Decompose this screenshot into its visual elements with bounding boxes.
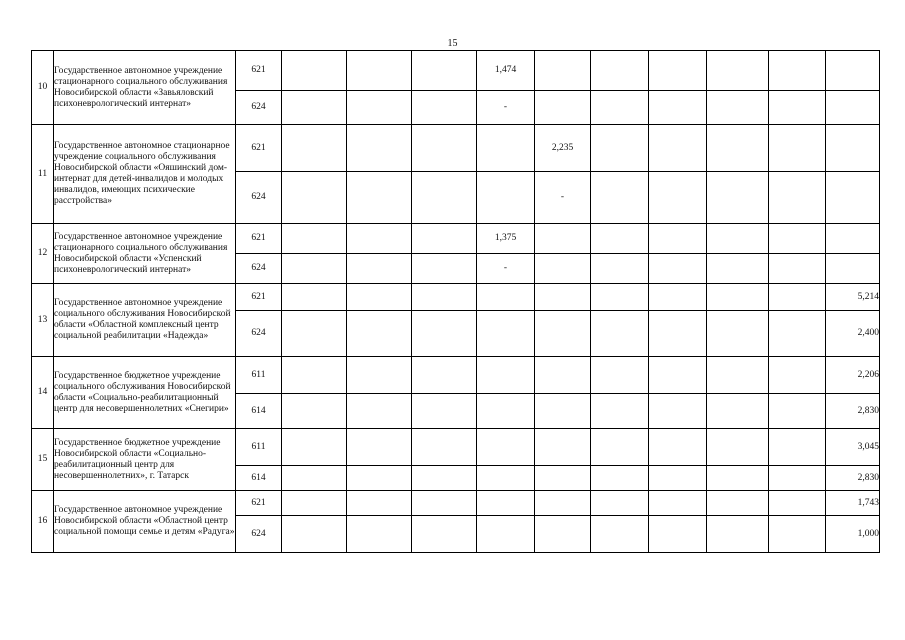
row-number-cell: 11 (32, 125, 54, 224)
empty-cell (707, 466, 769, 491)
institution-name-cell: Государственное автономное стационарное учреждение социального обслуживания Новосибирской области «Ояшинский дом-интернат для детей-инвалидов и молодых инвалидов, имеющих психические расстройства» (54, 125, 236, 224)
value-cell: 1,000 (826, 516, 880, 553)
empty-cell (412, 51, 477, 91)
value-cell: 2,206 (826, 357, 880, 394)
empty-cell (591, 466, 649, 491)
empty-cell (282, 91, 347, 125)
empty-cell (591, 429, 649, 466)
value-cell (535, 357, 591, 394)
empty-cell (707, 51, 769, 91)
empty-cell (649, 357, 707, 394)
value-cell (535, 91, 591, 125)
empty-cell (282, 224, 347, 254)
page-number: 15 (447, 38, 458, 49)
institution-name-cell: Государственное бюджетное учреждение Новосибирской области «Социально-реабилитационный центр для несовершеннолетних», г. Татарск (54, 429, 236, 491)
empty-cell (282, 172, 347, 224)
empty-cell (649, 429, 707, 466)
value-cell: 1,474 (477, 51, 535, 91)
institution-name-cell: Государственное автономное учреждение Новосибирской области «Областной центр социальной помощи семье и детям «Радуга» (54, 491, 236, 553)
code-cell: 621 (236, 491, 282, 516)
value-cell (826, 125, 880, 172)
row-number-cell: 12 (32, 224, 54, 284)
code-cell: 624 (236, 311, 282, 357)
empty-cell (282, 394, 347, 429)
empty-cell (769, 284, 826, 311)
value-cell (535, 429, 591, 466)
value-cell: - (535, 172, 591, 224)
budget-table (31, 50, 880, 553)
empty-cell (347, 429, 412, 466)
empty-cell (282, 516, 347, 553)
value-cell (477, 125, 535, 172)
empty-cell (769, 51, 826, 91)
row-number-cell: 10 (32, 51, 54, 125)
empty-cell (769, 91, 826, 125)
code-cell: 624 (236, 254, 282, 284)
empty-cell (591, 224, 649, 254)
empty-cell (707, 491, 769, 516)
value-cell (477, 357, 535, 394)
empty-cell (282, 429, 347, 466)
table-row (32, 357, 880, 394)
empty-cell (591, 125, 649, 172)
empty-cell (282, 357, 347, 394)
empty-cell (347, 394, 412, 429)
empty-cell (412, 516, 477, 553)
empty-cell (412, 394, 477, 429)
empty-cell (591, 284, 649, 311)
institution-name-cell: Государственное бюджетное учреждение социального обслуживания Новосибирской области «Социально-реабилитационный центр для несовершеннолетних «Снегири» (54, 357, 236, 429)
empty-cell (412, 125, 477, 172)
empty-cell (649, 491, 707, 516)
empty-cell (347, 357, 412, 394)
empty-cell (412, 224, 477, 254)
empty-cell (412, 429, 477, 466)
empty-cell (649, 516, 707, 553)
empty-cell (769, 311, 826, 357)
value-cell (477, 491, 535, 516)
value-cell (535, 311, 591, 357)
value-cell (535, 491, 591, 516)
empty-cell (347, 284, 412, 311)
value-cell (477, 172, 535, 224)
code-cell: 611 (236, 429, 282, 466)
empty-cell (347, 51, 412, 91)
row-number-cell: 13 (32, 284, 54, 357)
institution-name-cell: Государственное автономное учреждение стационарного социального обслуживания Новосибирской области «Завьяловский психоневрологический интернат» (54, 51, 236, 125)
table-row (32, 284, 880, 311)
table-row (32, 51, 880, 91)
value-cell (477, 394, 535, 429)
empty-cell (769, 172, 826, 224)
value-cell (535, 284, 591, 311)
value-cell (826, 224, 880, 254)
empty-cell (591, 91, 649, 125)
value-cell (477, 429, 535, 466)
value-cell (535, 394, 591, 429)
value-cell (535, 516, 591, 553)
empty-cell (707, 357, 769, 394)
empty-cell (347, 516, 412, 553)
institution-name-cell: Государственное автономное учреждение социального обслуживания Новосибирской области «Областной комплексный центр социальной реабилитации «Надежда» (54, 284, 236, 357)
value-cell (477, 284, 535, 311)
empty-cell (649, 51, 707, 91)
empty-cell (282, 125, 347, 172)
empty-cell (282, 51, 347, 91)
value-cell: 2,235 (535, 125, 591, 172)
empty-cell (282, 311, 347, 357)
empty-cell (591, 516, 649, 553)
institution-name-cell: Государственное автономное учреждение стационарного социального обслуживания Новосибирской области «Успенский психоневрологический интернат» (54, 224, 236, 284)
empty-cell (347, 172, 412, 224)
code-cell: 621 (236, 224, 282, 254)
empty-cell (649, 224, 707, 254)
empty-cell (347, 91, 412, 125)
value-cell: 5,214 (826, 284, 880, 311)
value-cell (826, 51, 880, 91)
empty-cell (769, 516, 826, 553)
value-cell (535, 224, 591, 254)
empty-cell (412, 172, 477, 224)
value-cell: 3,045 (826, 429, 880, 466)
empty-cell (707, 311, 769, 357)
empty-cell (412, 254, 477, 284)
empty-cell (591, 172, 649, 224)
empty-cell (769, 466, 826, 491)
empty-cell (707, 91, 769, 125)
empty-cell (347, 311, 412, 357)
empty-cell (649, 172, 707, 224)
value-cell: 2,830 (826, 394, 880, 429)
code-cell: 621 (236, 284, 282, 311)
empty-cell (707, 394, 769, 429)
code-cell: 621 (236, 125, 282, 172)
empty-cell (412, 357, 477, 394)
empty-cell (769, 125, 826, 172)
empty-cell (707, 224, 769, 254)
empty-cell (412, 284, 477, 311)
code-cell: 611 (236, 357, 282, 394)
code-cell: 614 (236, 466, 282, 491)
empty-cell (769, 254, 826, 284)
empty-cell (649, 125, 707, 172)
empty-cell (707, 429, 769, 466)
empty-cell (649, 394, 707, 429)
empty-cell (707, 516, 769, 553)
empty-cell (282, 466, 347, 491)
code-cell: 614 (236, 394, 282, 429)
value-cell: 1,375 (477, 224, 535, 254)
empty-cell (769, 429, 826, 466)
empty-cell (591, 254, 649, 284)
value-cell (477, 516, 535, 553)
empty-cell (591, 357, 649, 394)
empty-cell (707, 254, 769, 284)
empty-cell (649, 284, 707, 311)
value-cell: 2,400 (826, 311, 880, 357)
value-cell (477, 311, 535, 357)
empty-cell (707, 125, 769, 172)
empty-cell (649, 466, 707, 491)
empty-cell (347, 254, 412, 284)
value-cell (477, 466, 535, 491)
value-cell (826, 254, 880, 284)
code-cell: 621 (236, 51, 282, 91)
table-row (32, 224, 880, 254)
empty-cell (591, 51, 649, 91)
empty-cell (649, 311, 707, 357)
empty-cell (769, 224, 826, 254)
table-row (32, 125, 880, 172)
value-cell (826, 172, 880, 224)
empty-cell (649, 91, 707, 125)
empty-cell (591, 491, 649, 516)
code-cell: 624 (236, 516, 282, 553)
table-row (32, 429, 880, 466)
row-number-cell: 16 (32, 491, 54, 553)
value-cell: 2,830 (826, 466, 880, 491)
empty-cell (282, 254, 347, 284)
table-row (32, 491, 880, 516)
empty-cell (591, 311, 649, 357)
row-number-cell: 15 (32, 429, 54, 491)
empty-cell (282, 284, 347, 311)
empty-cell (347, 491, 412, 516)
empty-cell (347, 466, 412, 491)
value-cell: 1,743 (826, 491, 880, 516)
empty-cell (282, 491, 347, 516)
code-cell: 624 (236, 91, 282, 125)
value-cell: - (477, 91, 535, 125)
empty-cell (412, 91, 477, 125)
empty-cell (347, 224, 412, 254)
empty-cell (707, 284, 769, 311)
empty-cell (591, 394, 649, 429)
row-number-cell: 14 (32, 357, 54, 429)
value-cell (535, 51, 591, 91)
empty-cell (412, 491, 477, 516)
empty-cell (769, 357, 826, 394)
empty-cell (412, 311, 477, 357)
code-cell: 624 (236, 172, 282, 224)
value-cell: - (477, 254, 535, 284)
empty-cell (347, 125, 412, 172)
empty-cell (649, 254, 707, 284)
empty-cell (769, 394, 826, 429)
empty-cell (769, 491, 826, 516)
value-cell (535, 254, 591, 284)
empty-cell (412, 466, 477, 491)
value-cell (535, 466, 591, 491)
empty-cell (707, 172, 769, 224)
value-cell (826, 91, 880, 125)
